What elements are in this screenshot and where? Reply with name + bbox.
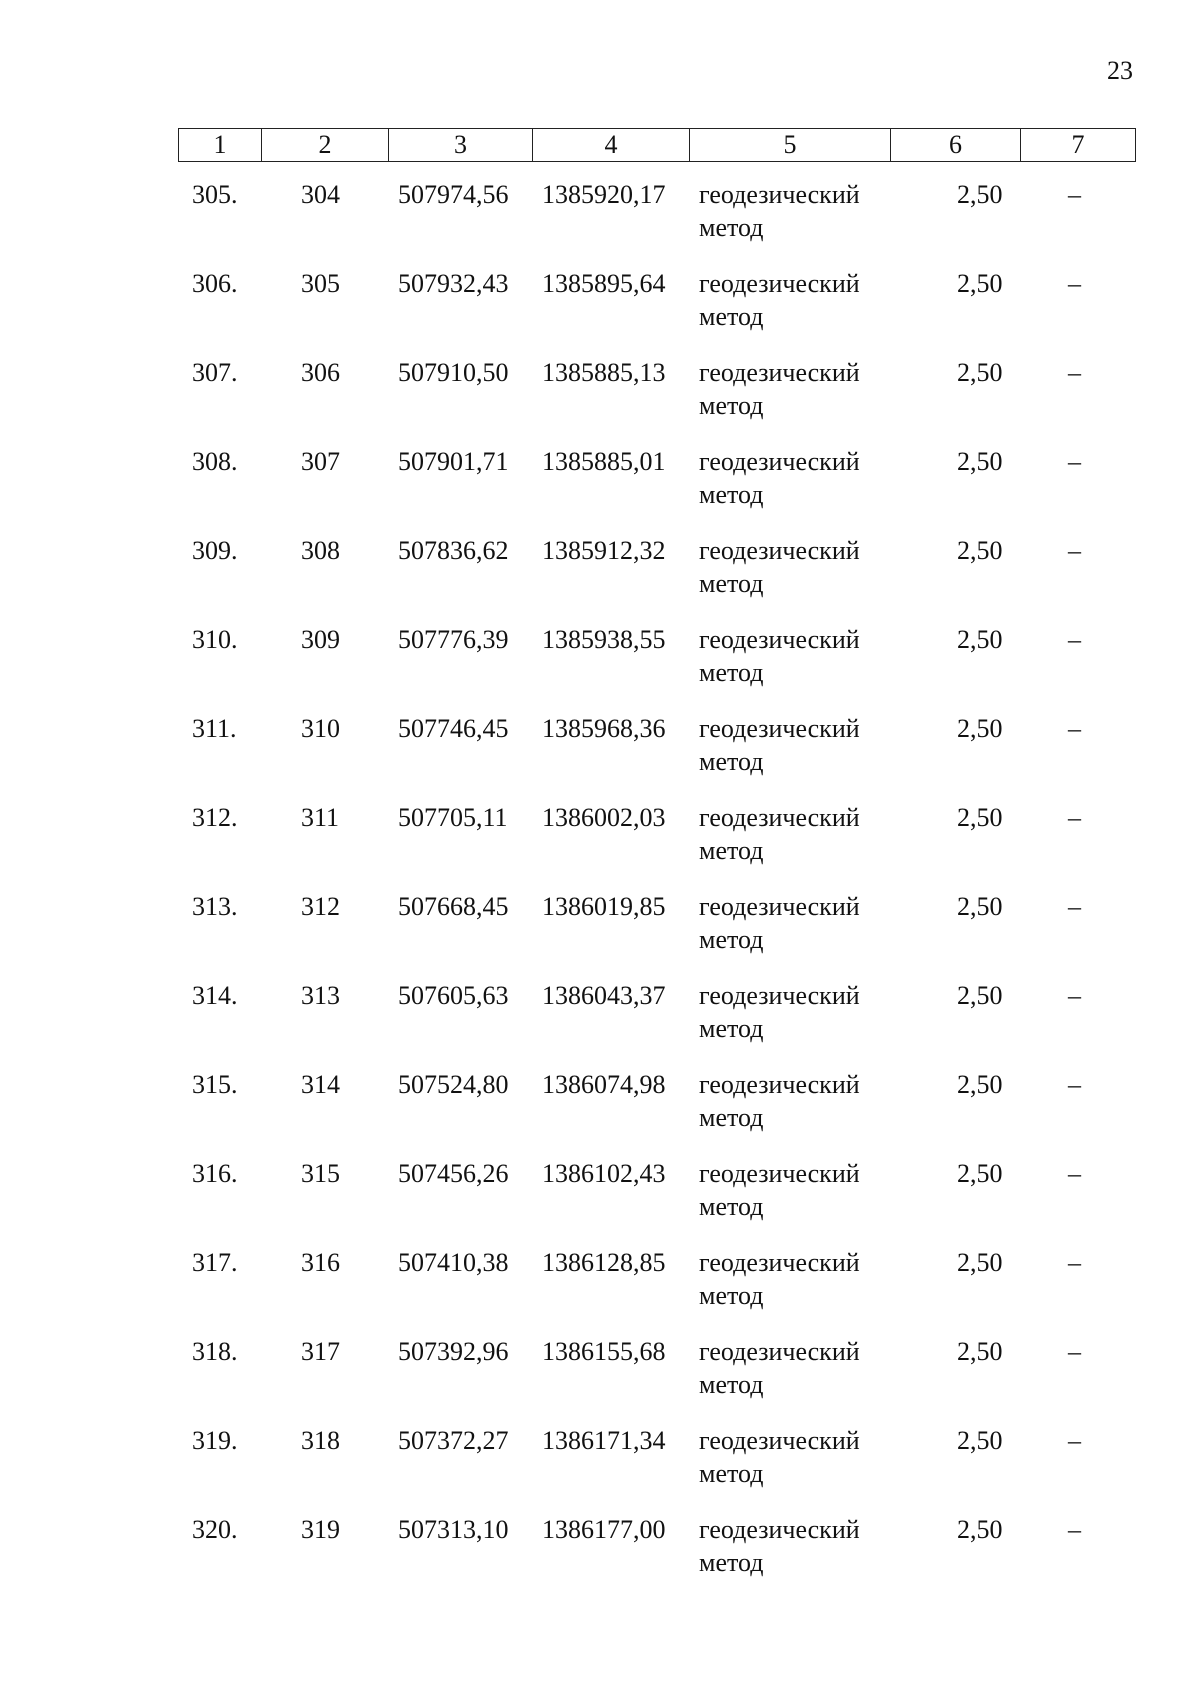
method-cell	[699, 801, 860, 867]
method-line-1: геодезический	[699, 1337, 860, 1366]
coordinate-x: 507901,71	[398, 447, 509, 476]
point-number: 304	[301, 180, 340, 209]
coordinate-x: 507836,62	[398, 536, 509, 565]
point-number: 308	[301, 536, 340, 565]
row-number: 319.	[192, 1426, 238, 1455]
coordinate-y: 1385968,36	[542, 714, 666, 743]
row-number: 316.	[192, 1159, 238, 1188]
coordinate-y: 1386019,85	[542, 892, 666, 921]
row-number: 320.	[192, 1515, 238, 1544]
method-line-2: метод	[699, 302, 764, 331]
method-line-2: метод	[699, 1192, 764, 1221]
description-dash: –	[1068, 269, 1081, 298]
accuracy-value: 2,50	[957, 1515, 1003, 1544]
point-number: 309	[301, 625, 340, 654]
description-dash: –	[1068, 358, 1081, 387]
method-line-2: метод	[699, 1370, 764, 1399]
page-number: 23	[1107, 56, 1133, 85]
method-line-2: метод	[699, 1459, 764, 1488]
row-number: 315.	[192, 1070, 238, 1099]
description-dash: –	[1068, 1337, 1081, 1366]
point-number: 313	[301, 981, 340, 1010]
coordinate-y: 1385885,13	[542, 358, 666, 387]
point-number: 319	[301, 1515, 340, 1544]
method-cell	[699, 1068, 860, 1134]
coordinate-x: 507605,63	[398, 981, 509, 1010]
method-line-1: геодезический	[699, 981, 860, 1010]
method-cell	[699, 534, 860, 600]
method-line-1: геодезический	[699, 625, 860, 654]
method-line-1: геодезический	[699, 1515, 860, 1544]
accuracy-value: 2,50	[957, 1070, 1003, 1099]
accuracy-value: 2,50	[957, 358, 1003, 387]
coordinate-y: 1385912,32	[542, 536, 666, 565]
coordinate-y: 1385938,55	[542, 625, 666, 654]
row-number: 305.	[192, 180, 238, 209]
description-dash: –	[1068, 447, 1081, 476]
accuracy-value: 2,50	[957, 625, 1003, 654]
method-line-1: геодезический	[699, 447, 860, 476]
table-row	[178, 1068, 1135, 1157]
point-number: 316	[301, 1248, 340, 1277]
point-number: 305	[301, 269, 340, 298]
method-line-2: метод	[699, 569, 764, 598]
coordinate-x: 507776,39	[398, 625, 509, 654]
coordinates-table-body	[178, 178, 1135, 1602]
method-line-1: геодезический	[699, 803, 860, 832]
row-number: 314.	[192, 981, 238, 1010]
description-dash: –	[1068, 1515, 1081, 1544]
method-line-1: геодезический	[699, 269, 860, 298]
table-row	[178, 356, 1135, 445]
accuracy-value: 2,50	[957, 447, 1003, 476]
method-line-2: метод	[699, 658, 764, 687]
method-line-1: геодезический	[699, 892, 860, 921]
description-dash: –	[1068, 1159, 1081, 1188]
method-cell	[699, 712, 860, 778]
point-number: 318	[301, 1426, 340, 1455]
point-number: 307	[301, 447, 340, 476]
coordinate-y: 1386177,00	[542, 1515, 666, 1544]
method-cell	[699, 1424, 860, 1490]
coordinate-x: 507668,45	[398, 892, 509, 921]
coordinate-x: 507392,96	[398, 1337, 509, 1366]
method-line-2: метод	[699, 1103, 764, 1132]
description-dash: –	[1068, 1070, 1081, 1099]
table-row	[178, 534, 1135, 623]
point-number: 317	[301, 1337, 340, 1366]
method-line-2: метод	[699, 213, 764, 242]
description-dash: –	[1068, 803, 1081, 832]
description-dash: –	[1068, 536, 1081, 565]
coordinate-y: 1386002,03	[542, 803, 666, 832]
point-number: 315	[301, 1159, 340, 1188]
table-row	[178, 979, 1135, 1068]
coordinate-x: 507932,43	[398, 269, 509, 298]
method-cell	[699, 178, 860, 244]
method-line-1: геодезический	[699, 714, 860, 743]
coordinate-y: 1386043,37	[542, 981, 666, 1010]
accuracy-value: 2,50	[957, 536, 1003, 565]
table-row	[178, 1335, 1135, 1424]
table-row	[178, 1157, 1135, 1246]
method-line-1: геодезический	[699, 1070, 860, 1099]
point-number: 312	[301, 892, 340, 921]
row-number: 310.	[192, 625, 238, 654]
coordinate-y: 1386102,43	[542, 1159, 666, 1188]
method-line-1: геодезический	[699, 1159, 860, 1188]
accuracy-value: 2,50	[957, 892, 1003, 921]
method-cell	[699, 356, 860, 422]
description-dash: –	[1068, 714, 1081, 743]
row-number: 307.	[192, 358, 238, 387]
table-row	[178, 178, 1135, 267]
method-line-2: метод	[699, 747, 764, 776]
column-number-header	[178, 128, 1136, 162]
header-row	[179, 129, 1136, 162]
accuracy-value: 2,50	[957, 1248, 1003, 1277]
accuracy-value: 2,50	[957, 269, 1003, 298]
point-number: 310	[301, 714, 340, 743]
table-row	[178, 445, 1135, 534]
coordinate-y: 1386171,34	[542, 1426, 666, 1455]
row-number: 306.	[192, 269, 238, 298]
coordinate-y: 1386128,85	[542, 1248, 666, 1277]
point-number: 306	[301, 358, 340, 387]
accuracy-value: 2,50	[957, 180, 1003, 209]
method-line-2: метод	[699, 925, 764, 954]
row-number: 317.	[192, 1248, 238, 1277]
method-cell	[699, 445, 860, 511]
coordinate-y: 1385895,64	[542, 269, 666, 298]
method-line-2: метод	[699, 1281, 764, 1310]
table-row	[178, 1424, 1135, 1513]
method-cell	[699, 623, 860, 689]
coordinate-x: 507372,27	[398, 1426, 509, 1455]
coordinate-x: 507910,50	[398, 358, 509, 387]
header-cell-6: 6	[891, 129, 1021, 162]
coordinate-y: 1385885,01	[542, 447, 666, 476]
coordinate-y: 1386074,98	[542, 1070, 666, 1099]
point-number: 311	[301, 803, 340, 832]
row-number: 318.	[192, 1337, 238, 1366]
description-dash: –	[1068, 892, 1081, 921]
table-row	[178, 712, 1135, 801]
point-number: 314	[301, 1070, 340, 1099]
method-line-1: геодезический	[699, 1248, 860, 1277]
table-row	[178, 623, 1135, 712]
coordinate-x: 507456,26	[398, 1159, 509, 1188]
description-dash: –	[1068, 625, 1081, 654]
row-number: 308.	[192, 447, 238, 476]
row-number: 309.	[192, 536, 238, 565]
header-cell-1: 1	[179, 129, 262, 162]
coordinate-x: 507524,80	[398, 1070, 509, 1099]
table-row	[178, 267, 1135, 356]
method-line-2: метод	[699, 836, 764, 865]
coordinate-x: 507746,45	[398, 714, 509, 743]
method-line-2: метод	[699, 480, 764, 509]
description-dash: –	[1068, 1426, 1081, 1455]
header-cell-5: 5	[690, 129, 891, 162]
method-cell	[699, 1335, 860, 1401]
description-dash: –	[1068, 981, 1081, 1010]
coordinate-y: 1385920,17	[542, 180, 666, 209]
coordinate-x: 507705,11	[398, 803, 508, 832]
method-line-1: геодезический	[699, 536, 860, 565]
method-line-2: метод	[699, 1548, 764, 1577]
method-cell	[699, 1246, 860, 1312]
table-row	[178, 1246, 1135, 1335]
description-dash: –	[1068, 180, 1081, 209]
coordinate-y: 1386155,68	[542, 1337, 666, 1366]
header-cell-7: 7	[1021, 129, 1136, 162]
accuracy-value: 2,50	[957, 1337, 1003, 1366]
coordinate-x: 507410,38	[398, 1248, 509, 1277]
row-number: 311.	[192, 714, 237, 743]
method-line-2: метод	[699, 391, 764, 420]
accuracy-value: 2,50	[957, 981, 1003, 1010]
method-cell	[699, 1513, 860, 1579]
method-line-1: геодезический	[699, 180, 860, 209]
header-cell-4: 4	[533, 129, 690, 162]
description-dash: –	[1068, 1248, 1081, 1277]
method-cell	[699, 979, 860, 1045]
accuracy-value: 2,50	[957, 803, 1003, 832]
method-line-1: геодезический	[699, 1426, 860, 1455]
method-line-1: геодезический	[699, 358, 860, 387]
method-cell	[699, 1157, 860, 1223]
method-line-2: метод	[699, 1014, 764, 1043]
table-row	[178, 1513, 1135, 1602]
table-row	[178, 801, 1135, 890]
row-number: 313.	[192, 892, 238, 921]
header-cell-3: 3	[389, 129, 533, 162]
accuracy-value: 2,50	[957, 714, 1003, 743]
header-cell-2: 2	[262, 129, 389, 162]
table-row	[178, 890, 1135, 979]
coordinate-x: 507313,10	[398, 1515, 509, 1544]
accuracy-value: 2,50	[957, 1426, 1003, 1455]
coordinate-x: 507974,56	[398, 180, 509, 209]
method-cell	[699, 267, 860, 333]
method-cell	[699, 890, 860, 956]
accuracy-value: 2,50	[957, 1159, 1003, 1188]
row-number: 312.	[192, 803, 238, 832]
